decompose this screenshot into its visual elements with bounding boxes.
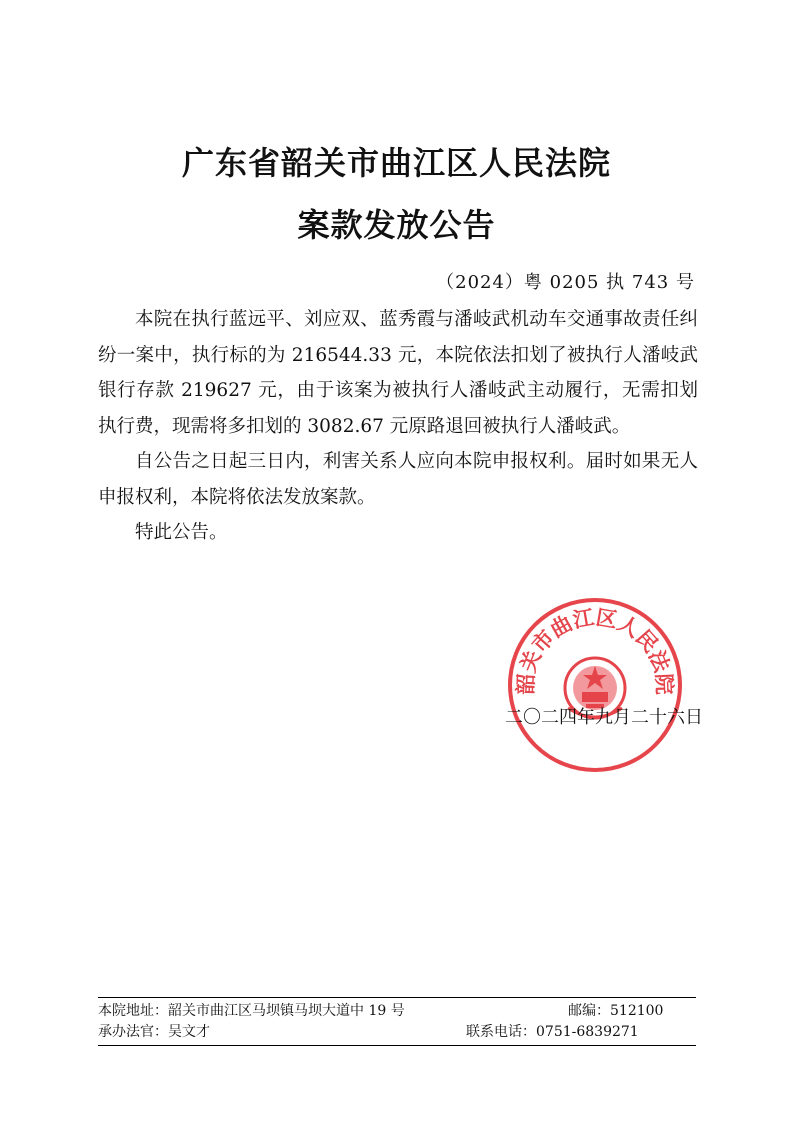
court-address: 本院地址：韶关市曲江区马坝镇马坝大道中 19 号 (98, 1003, 405, 1019)
seal-text: 韶关市曲江区人民法院 (512, 604, 678, 696)
paragraph-closing: 特此公告。 (135, 522, 228, 543)
contact-phone: 联系电话：0751-6839271 (466, 1024, 639, 1040)
footer-top-divider (98, 997, 696, 998)
postcode: 邮编：512100 (568, 1003, 664, 1019)
judge-in-charge: 承办法官：吴文才 (98, 1024, 210, 1040)
issue-date: 二〇二四年九月二十六日 (505, 707, 703, 728)
notice-body (98, 302, 698, 551)
paragraph-main: 本院在执行蓝远平、刘应双、蓝秀霞与潘岐武机动车交通事故责任纠纷一案中，执行标的为 216544.33 元，本院依法扣划了被执行人潘岐武银行存款 219627 元，由于该案为被执行人潘岐武主动履行，无需扣划执行费，现需将多扣划的 3082.67 元原路退回被执行人潘岐武。 (98, 309, 698, 437)
court-seal (506, 596, 684, 774)
case-number: （2024）粤 0205 执 743 号 (436, 272, 695, 293)
footer-bottom-divider (98, 1045, 696, 1046)
paragraph-claim-notice: 自公告之日起三日内，利害关系人应向本院申报权利。届时如果无人申报权利，本院将依法发放案款。 (98, 451, 698, 508)
court-name-title: 广东省韶关市曲江区人民法院 (181, 144, 611, 182)
notice-title: 案款发放公告 (297, 206, 496, 244)
